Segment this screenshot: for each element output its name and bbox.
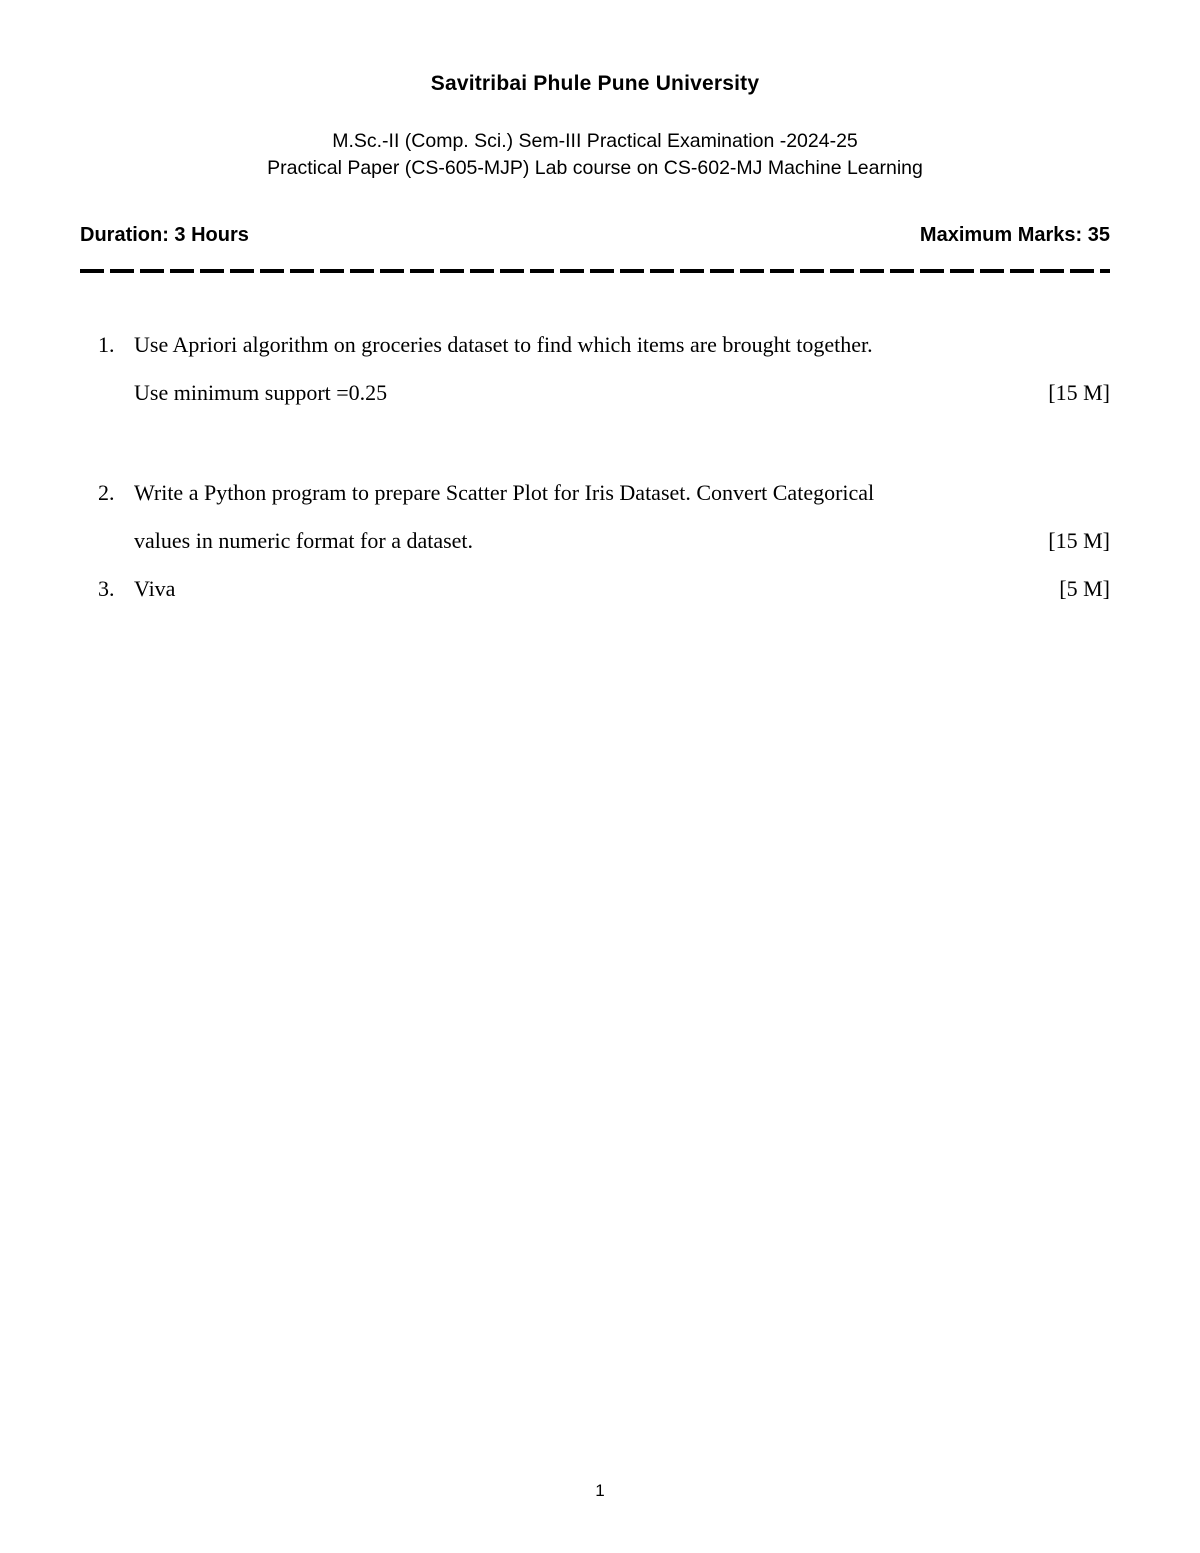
question-3-number: 3. bbox=[98, 576, 115, 601]
question-2 bbox=[80, 469, 1110, 565]
question-3 bbox=[80, 565, 1110, 613]
dashed-divider bbox=[80, 269, 1110, 273]
question-2-text-line2: values in numeric format for a dataset. bbox=[134, 528, 474, 553]
question-3-text-line1: Viva bbox=[134, 576, 176, 601]
question-1-marks: [15 M] bbox=[1048, 380, 1110, 405]
question-1-text-line1: Use Apriori algorithm on groceries dataset to find which items are brought together. bbox=[134, 332, 873, 357]
question-list bbox=[80, 321, 1110, 613]
page-number: 1 bbox=[595, 1481, 605, 1500]
university-title: Savitribai Phule Pune University bbox=[430, 72, 760, 95]
question-1-number: 1. bbox=[98, 332, 115, 357]
question-gap bbox=[80, 417, 1110, 469]
question-2-text-line1: Write a Python program to prepare Scatter Plot for Iris Dataset. Convert Categorical bbox=[134, 480, 875, 505]
question-2-marks: [15 M] bbox=[1048, 528, 1110, 553]
page-content bbox=[80, 0, 1110, 613]
max-marks-label: Maximum Marks: 35 bbox=[919, 224, 1110, 246]
exam-subtitle-line2: Practical Paper (CS-605-MJP) Lab course on CS-602-MJ Machine Learning bbox=[267, 157, 923, 179]
question-3-marks: [5 M] bbox=[1059, 576, 1110, 601]
question-1-text-line2: Use minimum support =0.25 bbox=[134, 380, 388, 405]
exam-meta-row bbox=[80, 224, 1110, 247]
question-1 bbox=[80, 321, 1110, 417]
exam-subtitle-block bbox=[80, 128, 1110, 182]
exam-subtitle-line1: M.Sc.-II (Comp. Sci.) Sem-III Practical Examination -2024-25 bbox=[332, 130, 858, 152]
question-2-number: 2. bbox=[98, 480, 115, 505]
duration-label: Duration: 3 Hours bbox=[80, 224, 249, 246]
